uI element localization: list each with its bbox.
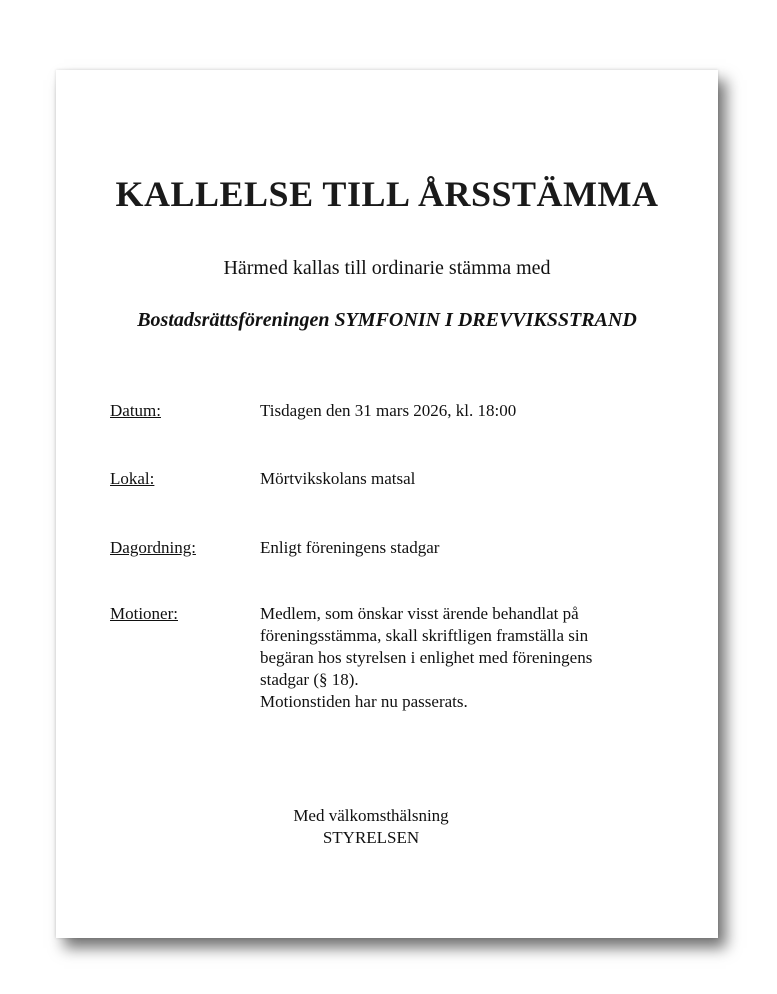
detail-line: Motionstiden har nu passerats. xyxy=(260,692,468,711)
detail-line: Tisdagen den 31 mars 2026, kl. 18:00 xyxy=(260,401,517,420)
detail-label-datum: Datum: xyxy=(110,401,161,420)
detail-label-motioner: Motioner: xyxy=(110,604,178,623)
detail-line: Enligt föreningens stadgar xyxy=(260,538,440,557)
detail-line: stadgar (§ 18). xyxy=(260,670,359,689)
detail-line: Mörtvikskolans matsal xyxy=(260,469,416,488)
detail-line: begäran hos styrelsen i enlighet med föreningens xyxy=(260,648,593,667)
association-name: Bostadsrättsföreningen SYMFONIN I DREVVIKSSTRAND xyxy=(137,309,637,331)
closing-signature: STYRELSEN xyxy=(322,828,420,847)
detail-value-datum xyxy=(260,400,680,422)
closing-greeting: Med välkomsthälsning xyxy=(293,806,449,825)
detail-label-lokal: Lokal: xyxy=(110,469,155,488)
closing-block xyxy=(56,805,686,849)
detail-line: Medlem, som önskar visst ärende behandlat på xyxy=(260,604,579,623)
intro-text: Härmed kallas till ordinarie stämma med xyxy=(223,257,551,279)
document-title: KALLELSE TILL ÅRSSTÄMMA xyxy=(115,174,659,214)
notice-sheet xyxy=(56,70,718,938)
detail-value-lokal xyxy=(260,468,680,490)
detail-label-dagordning: Dagordning: xyxy=(110,538,196,557)
detail-value-motioner xyxy=(260,603,680,713)
detail-value-dagordning xyxy=(260,537,680,559)
detail-line: föreningsstämma, skall skriftligen framställa sin xyxy=(260,626,589,645)
